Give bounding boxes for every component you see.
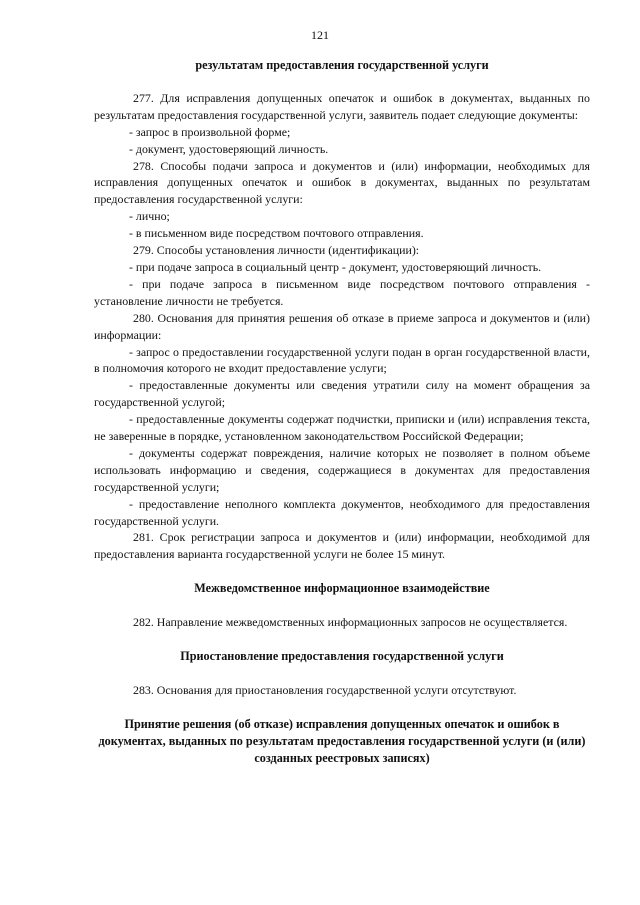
page-content xyxy=(94,57,590,767)
section-heading-decision: Принятие решения (об отказе) исправления допущенных опечаток и ошибок в документах, выданных по результатам предоставления государственной услуги (и (или) созданных реестровых записях) xyxy=(98,716,586,765)
section-heading-interagency: Межведомственное информационное взаимодействие xyxy=(194,581,490,596)
list-item: - предоставленные документы содержат подчистки, приписки и (или) исправления текста, не заверенные в порядке, установленном законодательством Российской Федерации; xyxy=(94,412,590,444)
page-number: 121 xyxy=(311,28,329,42)
paragraph-279: 279. Способы установления личности (идентификации): xyxy=(133,243,420,258)
list-item: - в письменном виде посредством почтового отправления. xyxy=(129,226,424,241)
list-item: - запрос о предоставлении государственной услуги подан в орган государственной власти, в полномочия которого не входит предоставление услуги; xyxy=(94,344,590,376)
list-item: - при подаче запроса в социальный центр - документ, удостоверяющий личность. xyxy=(129,259,542,274)
section-heading-suspension: Приостановление предоставления государственной услуги xyxy=(180,649,504,664)
list-item: - предоставленные документы или сведения утратили силу на момент обращения за государственной услугой; xyxy=(94,378,590,410)
list-item: - запрос в произвольной форме; xyxy=(129,124,291,139)
section-heading-continuation: результатам предоставления государственной услуги xyxy=(195,58,489,72)
paragraph-277: 277. Для исправления допущенных опечаток и ошибок в документах, выданных по результатам предоставления государственной услуги, заявитель подает следующие документы: xyxy=(94,90,590,122)
paragraph-278: 278. Способы подачи запроса и документов и (или) информации, необходимых для исправления допущенных опечаток и ошибок в документах, выданных по результатам предоставления государственной услуги: xyxy=(94,158,590,207)
paragraph-282: 282. Направление межведомственных информационных запросов не осуществляется. xyxy=(133,615,568,630)
list-item: - предоставление неполного комплекта документов, необходимого для предоставления государственной услуги. xyxy=(94,496,590,528)
list-item: - документ, удостоверяющий личность. xyxy=(129,141,329,156)
list-item: - лично; xyxy=(129,209,170,224)
paragraph-280: 280. Основания для принятия решения об отказе в приеме запроса и документов и (или) информации: xyxy=(94,310,590,342)
paragraph-281: 281. Срок регистрации запроса и документов и (или) информации, необходимой для предоставления варианта государственной услуги не более 15 минут. xyxy=(94,530,590,562)
list-item: - при подаче запроса в письменном виде посредством почтового отправления - установление личности не требуется. xyxy=(94,276,590,308)
list-item: - документы содержат повреждения, наличие которых не позволяет в полном объеме использовать информацию и сведения, содержащиеся в документах для предоставления государственной услуги; xyxy=(94,445,590,494)
paragraph-283: 283. Основания для приостановления государственной услуги отсутствуют. xyxy=(133,683,517,697)
